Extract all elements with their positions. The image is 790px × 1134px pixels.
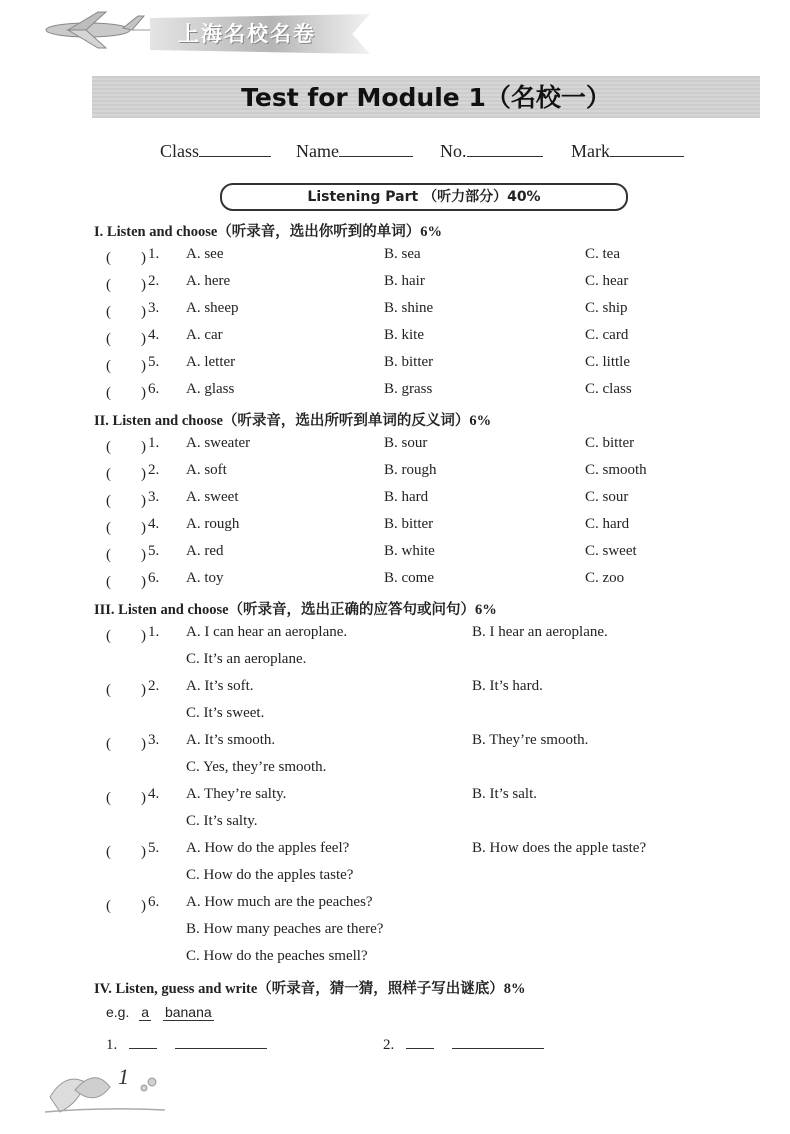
option-c: C. It’s sweet. <box>186 705 265 721</box>
option-b: B. grass <box>384 381 433 397</box>
option-a: A. car <box>186 327 223 343</box>
option-a: A. here <box>186 273 231 289</box>
question-row <box>0 786 790 806</box>
option-b: B. How many peaches are there? <box>186 921 384 937</box>
answer-bracket[interactable]: ( ) <box>106 493 146 509</box>
option-b: B. come <box>384 570 434 586</box>
number-label: No. <box>440 141 467 161</box>
question-number: 4. <box>148 327 160 343</box>
option-c: C. card <box>585 327 629 343</box>
option-b: B. bitter <box>384 516 434 532</box>
question-row <box>0 732 790 752</box>
option-c: C. class <box>585 381 632 397</box>
option-a: A. How do the apples feel? <box>186 840 350 856</box>
answer-bracket[interactable]: ( ) <box>106 439 146 455</box>
option-c: C. little <box>585 354 630 370</box>
answer-bracket[interactable]: ( ) <box>106 628 146 644</box>
header-banner <box>0 0 420 70</box>
number-field[interactable] <box>440 140 543 162</box>
class-field[interactable] <box>160 140 271 162</box>
leaf-decoration-icon <box>40 1052 170 1122</box>
question-number: 1. <box>148 624 160 640</box>
option-a: A. It’s smooth. <box>186 732 276 748</box>
question-row-continued <box>0 948 790 968</box>
question-row <box>0 462 790 482</box>
example-prefix: e.g. <box>106 1004 130 1020</box>
option-c: C. sour <box>585 489 629 505</box>
example-line <box>106 1004 214 1021</box>
question-row-continued <box>0 867 790 887</box>
example-article: a <box>141 1004 150 1020</box>
option-b: B. I hear an aeroplane. <box>472 624 608 640</box>
option-c: C. How do the peaches smell? <box>186 948 368 964</box>
question-row <box>0 300 790 320</box>
option-b: B. sour <box>384 435 428 451</box>
section-3-heading: III. Listen and choose（听录音，选出正确的应答句或问句）6% <box>94 602 497 618</box>
option-c: C. hear <box>585 273 629 289</box>
option-a: A. soft <box>186 462 227 478</box>
answer-bracket[interactable]: ( ) <box>106 682 146 698</box>
answer-blank-1[interactable] <box>106 1032 267 1054</box>
question-row-continued <box>0 705 790 725</box>
section-4-heading: IV. Listen, guess and write（听录音，猜一猜，照样子写出谜底）8% <box>94 981 526 997</box>
banner-title: 上海名校名卷 <box>178 22 316 46</box>
question-row-continued <box>0 813 790 833</box>
answer-blank-2[interactable] <box>383 1032 544 1054</box>
question-row <box>0 354 790 374</box>
answer-bracket[interactable]: ( ) <box>106 898 146 914</box>
answer-bracket[interactable]: ( ) <box>106 331 146 347</box>
question-row <box>0 840 790 860</box>
question-number: 5. <box>148 543 160 559</box>
question-number: 4. <box>148 786 160 802</box>
option-c: C. tea <box>585 246 620 262</box>
option-b: B. white <box>384 543 435 559</box>
question-number: 1. <box>148 435 160 451</box>
answer-bracket[interactable]: ( ) <box>106 736 146 752</box>
section-2-heading: II. Listen and choose（听录音，选出所听到单词的反义词）6% <box>94 413 492 429</box>
answer-bracket[interactable]: ( ) <box>106 385 146 401</box>
option-a: A. sweet <box>186 489 239 505</box>
option-c: C. sweet <box>585 543 637 559</box>
option-a: A. It’s soft. <box>186 678 254 694</box>
question-number: 3. <box>148 732 160 748</box>
question-row <box>0 246 790 266</box>
option-c: C. Yes, they’re smooth. <box>186 759 327 775</box>
example-word: banana <box>164 1004 212 1020</box>
question-row <box>0 543 790 563</box>
option-a: A. see <box>186 246 224 262</box>
option-b: B. hair <box>384 273 425 289</box>
question-row-continued <box>0 921 790 941</box>
question-row <box>0 381 790 401</box>
blank-number: 2. <box>383 1037 395 1053</box>
answer-bracket[interactable]: ( ) <box>106 358 146 374</box>
question-number: 1. <box>148 246 160 262</box>
answer-bracket[interactable]: ( ) <box>106 520 146 536</box>
question-number: 6. <box>148 570 160 586</box>
answer-bracket[interactable]: ( ) <box>106 790 146 806</box>
question-number: 2. <box>148 678 160 694</box>
section-1-heading: I. Listen and choose（听录音，选出你听到的单词）6% <box>94 224 443 240</box>
option-c: C. bitter <box>585 435 635 451</box>
option-a: A. sheep <box>186 300 239 316</box>
question-number: 3. <box>148 300 160 316</box>
option-a: A. toy <box>186 570 224 586</box>
question-number: 5. <box>148 840 160 856</box>
question-row <box>0 435 790 455</box>
option-c: C. smooth <box>585 462 647 478</box>
question-row <box>0 570 790 590</box>
question-number: 5. <box>148 354 160 370</box>
question-number: 6. <box>148 894 160 910</box>
question-row <box>0 624 790 644</box>
option-a: A. I can hear an aeroplane. <box>186 624 348 640</box>
option-b: B. They’re smooth. <box>472 732 589 748</box>
question-number: 2. <box>148 462 160 478</box>
option-c: C. How do the apples taste? <box>186 867 354 883</box>
question-row <box>0 894 790 914</box>
question-number: 3. <box>148 489 160 505</box>
question-row-continued <box>0 759 790 779</box>
option-a: A. They’re salty. <box>186 786 287 802</box>
option-c: C. hard <box>585 516 630 532</box>
option-c: C. It’s an aeroplane. <box>186 651 307 667</box>
option-a: A. rough <box>186 516 240 532</box>
option-a: A. red <box>186 543 224 559</box>
answer-bracket[interactable]: ( ) <box>106 277 146 293</box>
option-b: B. bitter <box>384 354 434 370</box>
question-number: 4. <box>148 516 160 532</box>
option-b: B. It’s hard. <box>472 678 543 694</box>
answer-bracket[interactable]: ( ) <box>106 574 146 590</box>
answer-bracket[interactable]: ( ) <box>106 844 146 860</box>
page-number: 1 <box>118 1064 129 1089</box>
option-c: C. ship <box>585 300 628 316</box>
answer-bracket[interactable]: ( ) <box>106 250 146 266</box>
option-b: B. rough <box>384 462 437 478</box>
option-b: B. How does the apple taste? <box>472 840 647 856</box>
page-title: Test for Module 1（名校一） <box>241 83 611 112</box>
answer-bracket[interactable]: ( ) <box>106 466 146 482</box>
option-b: B. kite <box>384 327 424 343</box>
answer-bracket[interactable]: ( ) <box>106 547 146 563</box>
answer-bracket[interactable]: ( ) <box>106 304 146 320</box>
question-row <box>0 489 790 509</box>
airplane-icon <box>28 10 158 50</box>
option-b: B. hard <box>384 489 429 505</box>
question-row <box>0 273 790 293</box>
name-label: Name <box>296 141 339 161</box>
mark-field[interactable] <box>571 140 684 162</box>
mark-label: Mark <box>571 141 610 161</box>
option-c: C. zoo <box>585 570 625 586</box>
option-a: A. letter <box>186 354 236 370</box>
listening-part-label: Listening Part （听力部分）40% <box>220 183 628 211</box>
question-row <box>0 516 790 536</box>
question-row <box>0 327 790 347</box>
option-b: B. It’s salt. <box>472 786 538 802</box>
question-number: 2. <box>148 273 160 289</box>
option-b: B. shine <box>384 300 434 316</box>
option-a: A. How much are the peaches? <box>186 894 373 910</box>
option-a: A. sweater <box>186 435 251 451</box>
class-label: Class <box>160 141 200 161</box>
option-c: C. It’s salty. <box>186 813 258 829</box>
blank-number: 1. <box>106 1037 118 1053</box>
option-a: A. glass <box>186 381 235 397</box>
option-b: B. sea <box>384 246 421 262</box>
question-row <box>0 678 790 698</box>
question-number: 6. <box>148 381 160 397</box>
name-field[interactable] <box>296 140 413 162</box>
question-row-continued <box>0 651 790 671</box>
